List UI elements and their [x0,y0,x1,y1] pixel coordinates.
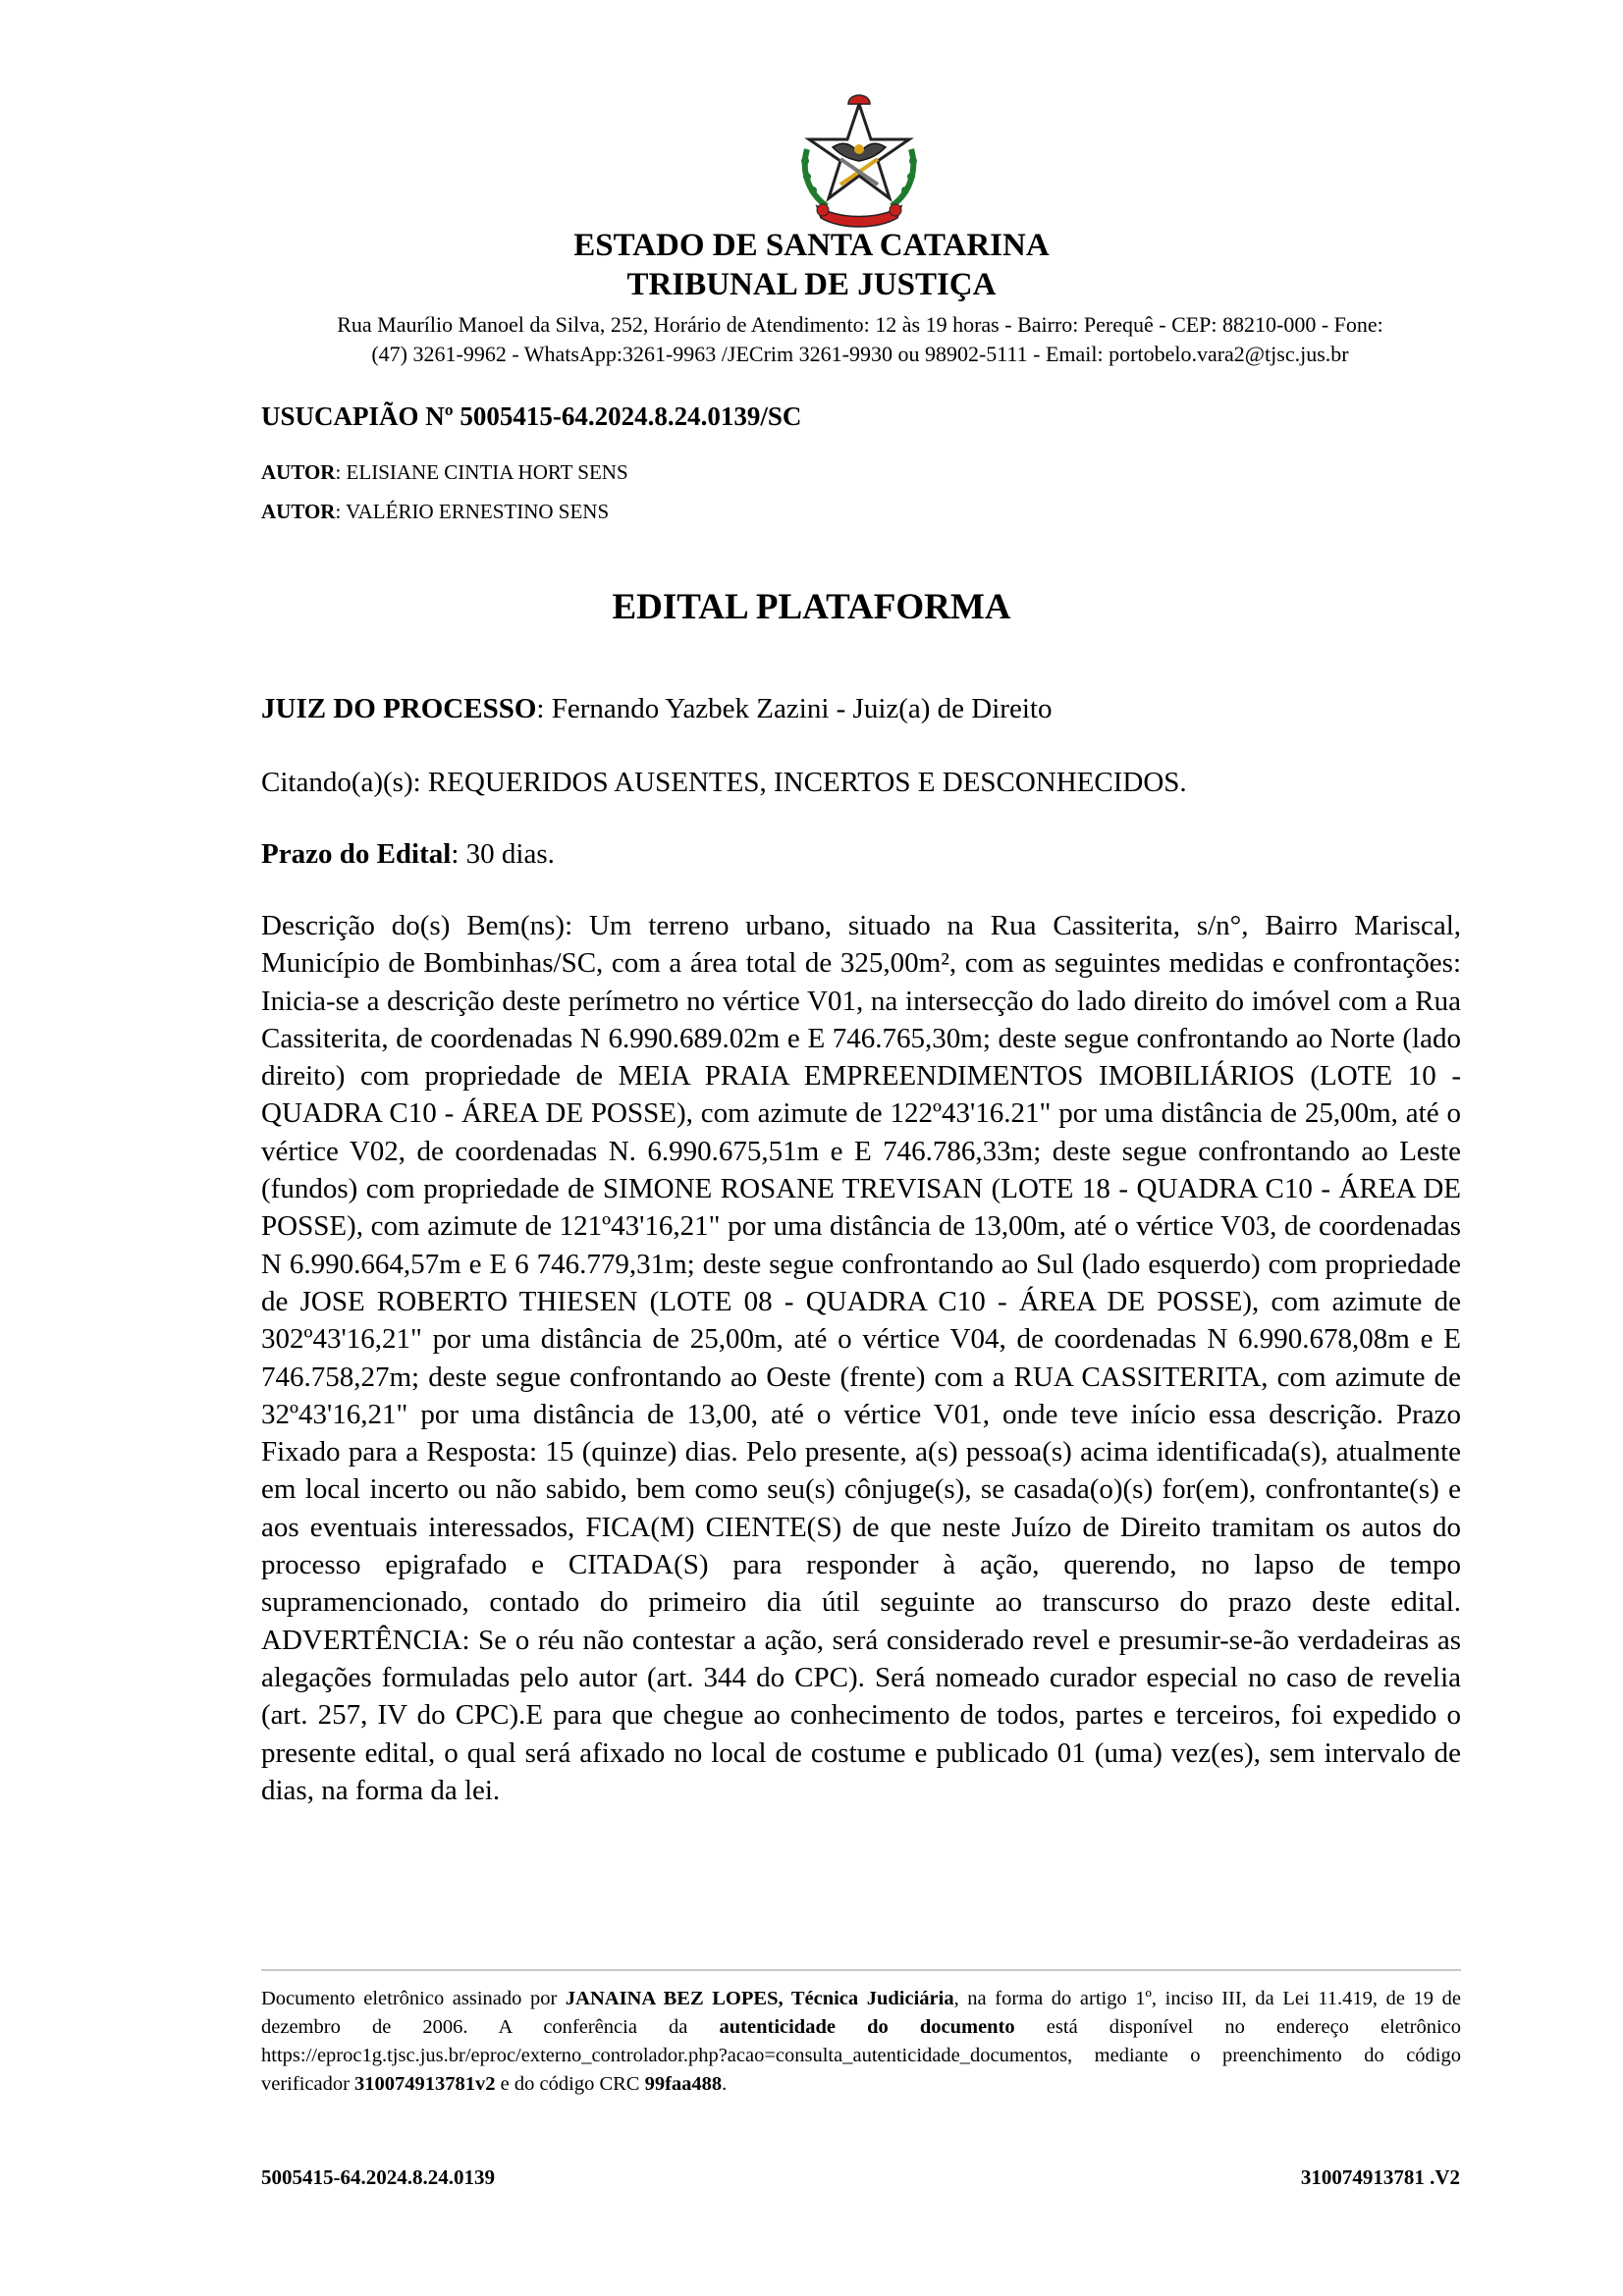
prazo-label: Prazo do Edital [261,838,452,870]
footer-version: 310074913781 .V2 [1300,2165,1460,2189]
verification-code: 310074913781v2 [354,2073,496,2095]
autenticidade-label: autenticidade do documento [719,2016,1015,2038]
header-court: TRIBUNAL DE JUSTIÇA [626,267,997,302]
signer-name: JANAINA BEZ LOPES, Técnica Judiciária [565,1988,954,2009]
juiz-label: JUIZ DO PROCESSO [261,693,537,724]
autor-label: AUTOR [261,460,336,484]
descricao-paragraph: Descrição do(s) Bem(ns): Um terreno urbano, situado na Rua Cassiterita, s/n°, Bairro Mariscal, Município de Bombinhas/SC, com a área total de 325,00m², com as seguintes medidas e confrontações: Inicia-se a descrição deste perímetro no vértice V01, na intersecção do lado direito do imóvel com a Rua Cassiterita, de coordenadas N 6.990.689.02m e E 746.765,30m; deste segue confrontando ao Norte (lado direito) com propriedade de MEIA PRAIA EMPREENDIMENTOS IMOBILIÁRIOS (LOTE 10 - QUADRA C10 - ÁREA DE POSSE), com azimute de 122º43'16.21" por uma distância de 25,00m, até o vértice V02, de coordenadas N. 6.990.675,51m e E 746.786,33m; deste segue confrontando ao Leste (fundos) com propriedade de SIMONE ROSANE TREVISAN (LOTE 18 - QUADRA C10 - ÁREA DE POSSE), com azimute de 121º43'16,21" por uma distância de 13,00m, até o vértice V03, de coordenadas N 6.990.664,57m e E 6 746.779,31m; deste segue confrontando ao Sul (lado esquerdo) com propriedade de JOSE ROBERTO THIESEN (LOTE 08 - QUADRA C10 - ÁREA DE POSSE), com azimute de 302º43'16,21" por uma distância de 25,00m, até o vértice V04, de coordenadas N 6.990.678,08m e E 746.758,27m; deste segue confrontando ao Oeste (frente) com a RUA CASSITERITA, com azimute de 32º43'16,21" por uma distância de 13,00, até o vértice V01, onde teve início essa descrição. Prazo Fixado para a Resposta: 15 (quinze) dias. Pelo presente, a(s) pessoa(s) acima identificada(s), atualmente em local incerto ou não sabido, bem como seu(s) cônjuge(s), se casada(o)(s) for(em), confrontante(s) e aos eventuais interessados, FICA(M) CIENTE(S) de que neste Juízo de Direito tramitam os autos do processo epigrafado e CITADA(S) para responder à ação, querendo, no lapso de tempo supramencionado, contado do primeiro dia útil seguinte ao transcurso do prazo deste edital. ADVERTÊNCIA: Se o réu não contestar a ação, será considerado revel e presumir-se-ão verdadeiras as alegações formuladas pelo autor (art. 344 do CPC). Será nomeado curador especial no caso de revelia (art. 257, IV do CPC).E para que chegue ao conhecimento de todos, partes e terceiros, foi expedido o presente edital, o qual será afixado no local de costume e publicado 01 (uma) vez(es), sem intervalo de dias, na forma da lei. [261,910,1461,1806]
footer-process-number: 5005415-64.2024.8.24.0139 [261,2165,495,2189]
prazo-line [261,835,1461,873]
juiz-value: : Fernando Yazbek Zazini - Juiz(a) de Direito [536,693,1053,724]
edital-title: EDITAL PLATAFORMA [612,587,1011,627]
signature-text-4: e do código CRC [495,2073,645,2095]
autor-line-1 [261,460,1461,485]
footer-divider [261,1969,1461,1971]
signature-text-3: está disponível no endereço eletrônico https://eproc1g.tjsc.jus.br/eproc/externo_controlador.php?acao=consulta_autenticidade_documentos, mediante o preenchimento do código verificador [261,2016,1462,2095]
header-address-line2: (47) 3261-9962 - WhatsApp:3261-9963 /JECrim 3261-9930 ou 98902-5111 - Email: portobelo.vara2@tjsc.jus.br [371,342,1349,366]
header-address-line1: Rua Maurílio Manoel da Silva, 252, Horário de Atendimento: 12 às 19 horas - Bairro: Perequê - CEP: 88210-000 - Fone: [337,312,1383,337]
autor-label: AUTOR [261,500,336,523]
juiz-line [261,690,1461,727]
autor-line-2 [261,500,1461,524]
crc-code: 99faa488 [644,2073,723,2095]
signature-text-2: , na forma do artigo 1º, inciso III, da Lei 11.419, de 19 de dezembro de 2006. A conferência da [261,1988,1461,2038]
citando-line: Citando(a)(s): REQUERIDOS AUSENTES, INCERTOS E DESCONHECIDOS. [261,767,1187,798]
coat-of-arms-icon [793,90,925,228]
prazo-value: : 30 dias. [451,838,555,870]
signature-paragraph [261,1985,1461,2099]
case-title: USUCAPIÃO Nº 5005415-64.2024.8.24.0139/SC [261,401,802,431]
autor-name-1: : ELISIANE CINTIA HORT SENS [335,460,628,484]
signature-text-5: . [722,2073,728,2095]
autor-name-2: : VALÉRIO ERNESTINO SENS [335,500,610,523]
header-state: ESTADO DE SANTA CATARINA [573,228,1050,263]
signature-text-1: Documento eletrônico assinado por [261,1988,566,2009]
